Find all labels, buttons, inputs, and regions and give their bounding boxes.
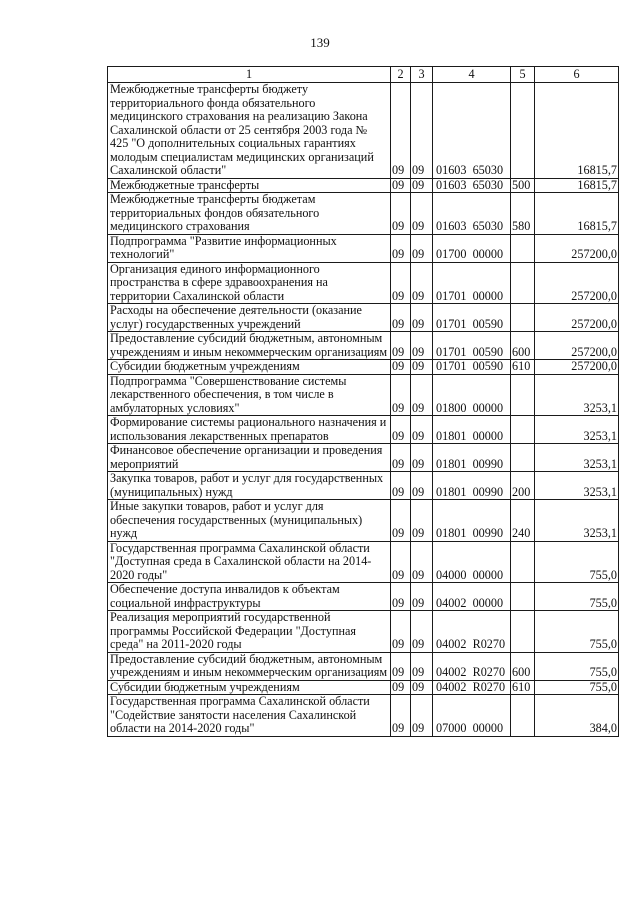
- row-name-cell: Государственная программа Сахалинской области "Содействие занятости населения Сахалинской области на 2014-2020 годы": [108, 695, 391, 737]
- row-expense-type-cell: 580: [511, 193, 535, 235]
- column-header-6: 6: [535, 67, 619, 83]
- row-amount-cell: 755,0: [535, 583, 619, 611]
- row-target-article-cell: 01801 00990: [433, 472, 511, 500]
- row-amount-cell: 257200,0: [535, 332, 619, 360]
- row-subsection-cell: 09: [411, 374, 433, 416]
- row-expense-type-cell: [511, 83, 535, 179]
- row-amount-cell: 3253,1: [535, 374, 619, 416]
- row-target-article-cell: 01603 65030: [433, 193, 511, 235]
- row-amount-cell: 16815,7: [535, 83, 619, 179]
- row-amount-cell: 16815,7: [535, 193, 619, 235]
- row-target-article-cell: 01801 00990: [433, 500, 511, 542]
- row-amount-cell: 384,0: [535, 695, 619, 737]
- row-target-article-cell: 04002 R0270: [433, 652, 511, 680]
- row-subsection-cell: 09: [411, 541, 433, 583]
- row-section-cell: 09: [391, 652, 411, 680]
- row-subsection-cell: 09: [411, 611, 433, 653]
- table-row: [108, 262, 619, 304]
- row-subsection-cell: 09: [411, 695, 433, 737]
- row-expense-type-cell: 610: [511, 360, 535, 375]
- row-target-article-cell: 04002 R0270: [433, 680, 511, 695]
- row-amount-cell: 755,0: [535, 541, 619, 583]
- row-expense-type-cell: 200: [511, 472, 535, 500]
- row-section-cell: 09: [391, 360, 411, 375]
- row-amount-cell: 257200,0: [535, 262, 619, 304]
- row-section-cell: 09: [391, 583, 411, 611]
- table-row: [108, 83, 619, 179]
- row-expense-type-cell: [511, 541, 535, 583]
- row-subsection-cell: 09: [411, 680, 433, 695]
- row-section-cell: 09: [391, 611, 411, 653]
- table-row: [108, 332, 619, 360]
- row-expense-type-cell: [511, 444, 535, 472]
- row-section-cell: 09: [391, 262, 411, 304]
- row-expense-type-cell: 610: [511, 680, 535, 695]
- row-expense-type-cell: [511, 304, 535, 332]
- table-row: [108, 695, 619, 737]
- column-header-4: 4: [433, 67, 511, 83]
- budget-table: [107, 66, 619, 737]
- column-header-3: 3: [411, 67, 433, 83]
- row-expense-type-cell: [511, 695, 535, 737]
- row-amount-cell: 257200,0: [535, 304, 619, 332]
- table-header-row: [108, 67, 619, 83]
- row-subsection-cell: 09: [411, 583, 433, 611]
- row-subsection-cell: 09: [411, 444, 433, 472]
- row-name-cell: Межбюджетные трансферты: [108, 178, 391, 193]
- row-expense-type-cell: 600: [511, 652, 535, 680]
- row-amount-cell: 3253,1: [535, 416, 619, 444]
- row-section-cell: 09: [391, 472, 411, 500]
- row-name-cell: Межбюджетные трансферты бюджетам территориальных фондов обязательного медицинского страхования: [108, 193, 391, 235]
- row-amount-cell: 3253,1: [535, 472, 619, 500]
- row-name-cell: Реализация мероприятий государственной программы Российской Федерации "Доступная среда" на 2011-2020 годы: [108, 611, 391, 653]
- table-body: [108, 83, 619, 737]
- row-name-cell: Предоставление субсидий бюджетным, автономным учреждениям и иным некоммерческим организациям: [108, 332, 391, 360]
- row-subsection-cell: 09: [411, 193, 433, 235]
- row-name-cell: Закупка товаров, работ и услуг для государственных (муниципальных) нужд: [108, 472, 391, 500]
- row-expense-type-cell: [511, 262, 535, 304]
- row-expense-type-cell: [511, 611, 535, 653]
- table-row: [108, 234, 619, 262]
- row-subsection-cell: 09: [411, 652, 433, 680]
- row-target-article-cell: 01800 00000: [433, 374, 511, 416]
- table-row: [108, 500, 619, 542]
- row-name-cell: Обеспечение доступа инвалидов к объектам социальной инфраструктуры: [108, 583, 391, 611]
- row-name-cell: Формирование системы рационального назначения и использования лекарственных препаратов: [108, 416, 391, 444]
- row-amount-cell: 755,0: [535, 680, 619, 695]
- row-section-cell: 09: [391, 416, 411, 444]
- row-name-cell: Предоставление субсидий бюджетным, автономным учреждениям и иным некоммерческим организациям: [108, 652, 391, 680]
- row-section-cell: 09: [391, 680, 411, 695]
- column-header-5: 5: [511, 67, 535, 83]
- row-target-article-cell: 01603 65030: [433, 83, 511, 179]
- table-row: [108, 680, 619, 695]
- row-amount-cell: 3253,1: [535, 500, 619, 542]
- row-expense-type-cell: [511, 416, 535, 444]
- row-expense-type-cell: [511, 374, 535, 416]
- row-amount-cell: 16815,7: [535, 178, 619, 193]
- row-section-cell: 09: [391, 374, 411, 416]
- row-amount-cell: 257200,0: [535, 234, 619, 262]
- table-row: [108, 193, 619, 235]
- table-row: [108, 178, 619, 193]
- table-row: [108, 472, 619, 500]
- row-target-article-cell: 01801 00000: [433, 416, 511, 444]
- row-target-article-cell: 01701 00590: [433, 332, 511, 360]
- row-target-article-cell: 04000 00000: [433, 541, 511, 583]
- row-target-article-cell: 04002 00000: [433, 583, 511, 611]
- row-subsection-cell: 09: [411, 500, 433, 542]
- row-section-cell: 09: [391, 178, 411, 193]
- column-header-1: 1: [108, 67, 391, 83]
- row-amount-cell: 3253,1: [535, 444, 619, 472]
- row-section-cell: 09: [391, 304, 411, 332]
- row-amount-cell: 257200,0: [535, 360, 619, 375]
- row-section-cell: 09: [391, 500, 411, 542]
- page-number: 139: [310, 35, 330, 50]
- row-target-article-cell: 07000 00000: [433, 695, 511, 737]
- row-target-article-cell: 01701 00590: [433, 360, 511, 375]
- row-name-cell: Субсидии бюджетным учреждениям: [108, 360, 391, 375]
- row-name-cell: Государственная программа Сахалинской области "Доступная среда в Сахалинской области на 2014-2020 годы": [108, 541, 391, 583]
- table-row: [108, 444, 619, 472]
- table-row: [108, 360, 619, 375]
- row-target-article-cell: 01603 65030: [433, 178, 511, 193]
- row-name-cell: Финансовое обеспечение организации и проведения мероприятий: [108, 444, 391, 472]
- row-target-article-cell: 01701 00590: [433, 304, 511, 332]
- row-section-cell: 09: [391, 541, 411, 583]
- table-row: [108, 652, 619, 680]
- row-name-cell: Расходы на обеспечение деятельности (оказание услуг) государственных учреждений: [108, 304, 391, 332]
- row-subsection-cell: 09: [411, 332, 433, 360]
- row-section-cell: 09: [391, 332, 411, 360]
- row-expense-type-cell: 500: [511, 178, 535, 193]
- row-target-article-cell: 04002 R0270: [433, 611, 511, 653]
- table-row: [108, 374, 619, 416]
- row-expense-type-cell: [511, 234, 535, 262]
- row-name-cell: Организация единого информационного пространства в сфере здравоохранения на территории Сахалинской области: [108, 262, 391, 304]
- row-amount-cell: 755,0: [535, 652, 619, 680]
- table-row: [108, 583, 619, 611]
- row-name-cell: Субсидии бюджетным учреждениям: [108, 680, 391, 695]
- row-section-cell: 09: [391, 695, 411, 737]
- row-subsection-cell: 09: [411, 83, 433, 179]
- row-expense-type-cell: 600: [511, 332, 535, 360]
- row-name-cell: Межбюджетные трансферты бюджету территориального фонда обязательного медицинского страхования на реализацию Закона Сахалинской области от 25 сентября 2003 года № 425 "О дополнительных социальных гарантиях молодым специалистам медицинских организаций Сахалинской области": [108, 83, 391, 179]
- row-subsection-cell: 09: [411, 178, 433, 193]
- row-target-article-cell: 01801 00990: [433, 444, 511, 472]
- row-name-cell: Подпрограмма "Совершенствование системы лекарственного обеспечения, в том числе в амбулаторных условиях": [108, 374, 391, 416]
- table-row: [108, 416, 619, 444]
- row-section-cell: 09: [391, 234, 411, 262]
- row-section-cell: 09: [391, 83, 411, 179]
- table-row: [108, 541, 619, 583]
- row-subsection-cell: 09: [411, 360, 433, 375]
- table-row: [108, 611, 619, 653]
- column-header-2: 2: [391, 67, 411, 83]
- row-expense-type-cell: [511, 583, 535, 611]
- row-target-article-cell: 01700 00000: [433, 234, 511, 262]
- row-target-article-cell: 01701 00000: [433, 262, 511, 304]
- row-subsection-cell: 09: [411, 234, 433, 262]
- row-section-cell: 09: [391, 193, 411, 235]
- row-subsection-cell: 09: [411, 472, 433, 500]
- row-expense-type-cell: 240: [511, 500, 535, 542]
- row-subsection-cell: 09: [411, 304, 433, 332]
- row-subsection-cell: 09: [411, 262, 433, 304]
- row-name-cell: Иные закупки товаров, работ и услуг для обеспечения государственных (муниципальных) нужд: [108, 500, 391, 542]
- row-section-cell: 09: [391, 444, 411, 472]
- row-subsection-cell: 09: [411, 416, 433, 444]
- table-row: [108, 304, 619, 332]
- row-name-cell: Подпрограмма "Развитие информационных технологий": [108, 234, 391, 262]
- row-amount-cell: 755,0: [535, 611, 619, 653]
